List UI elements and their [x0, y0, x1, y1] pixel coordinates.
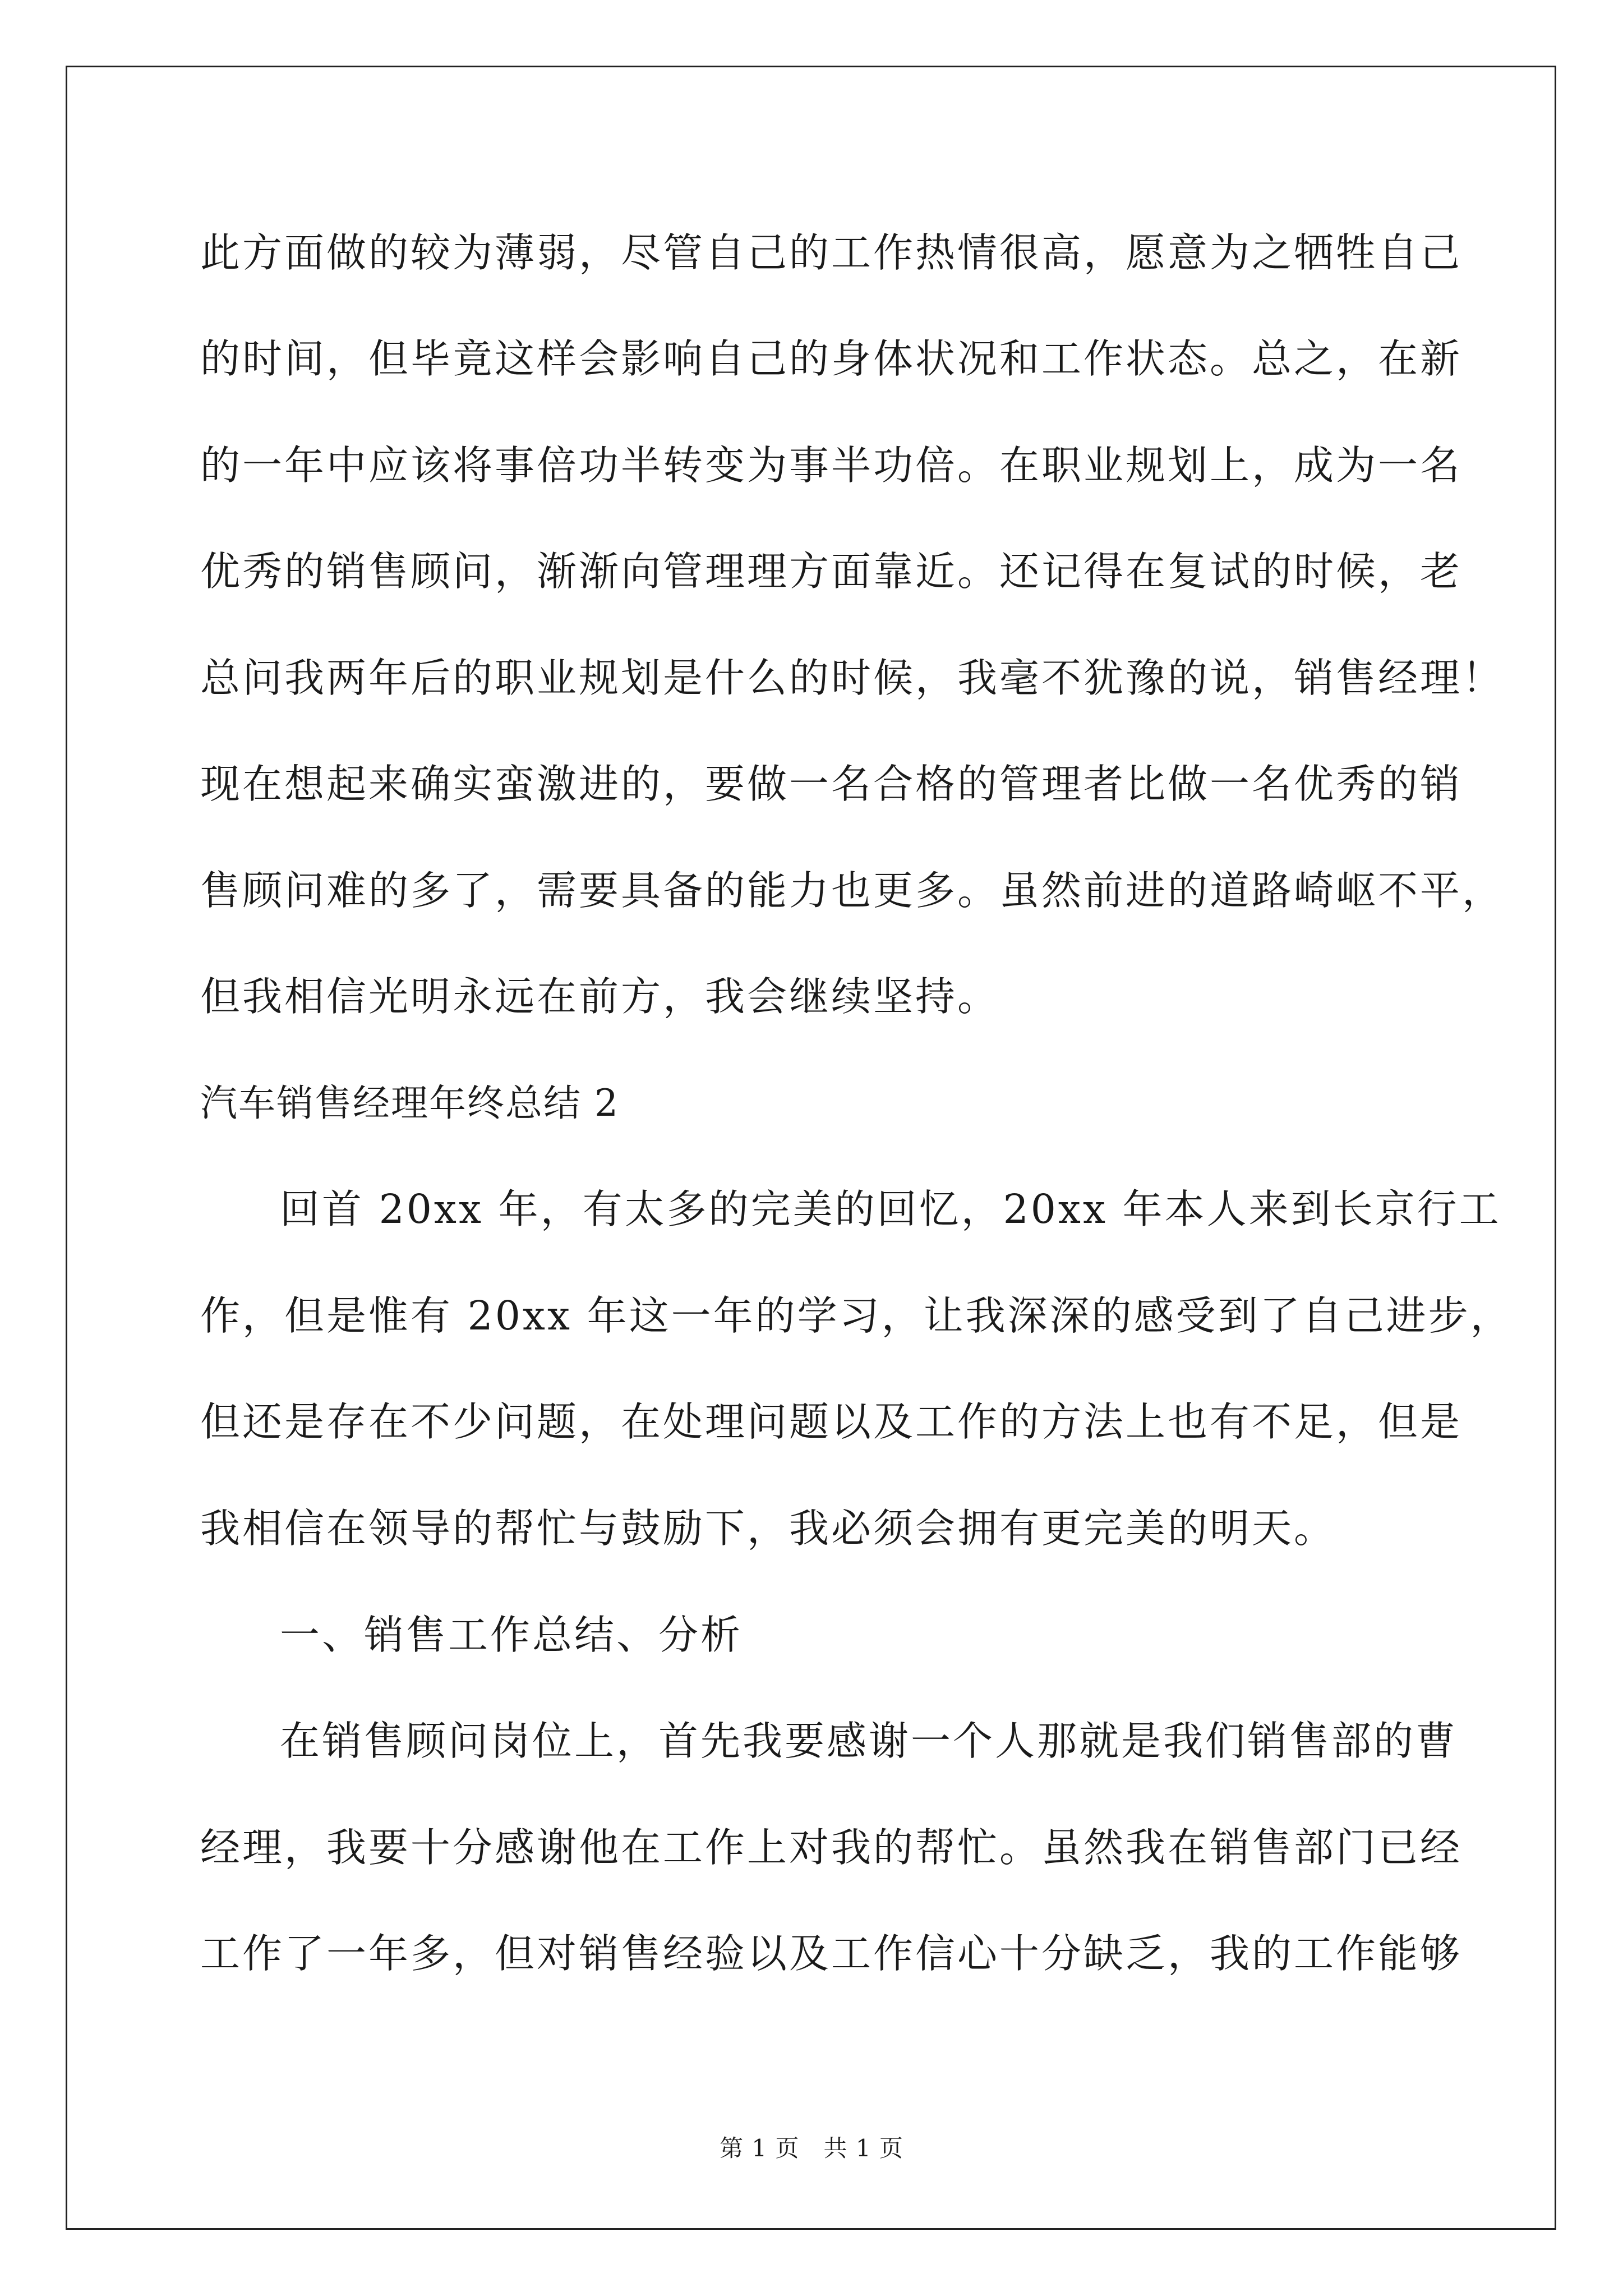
text-line: 在销售顾问岗位上，首先我要感谢一个人那就是我们销售部的曹 [280, 1718, 1458, 1764]
text-line: 但我相信光明永远在前方，我会继续坚持。 [200, 973, 1000, 1020]
text-line: 总问我两年后的职业规划是什么的时候，我毫不犹豫的说，销售经理！ [200, 655, 1505, 701]
text-line: 作，但是惟有 20xx 年这一年的学习，让我深深的感受到了自己进步， [200, 1292, 1513, 1339]
text-line: 但还是存在不少问题，在处理问题以及工作的方法上也有不足，但是 [200, 1398, 1463, 1445]
text-line: 的时间，但毕竟这样会影响自己的身体状况和工作状态。总之，在新 [200, 335, 1463, 382]
text-line: 经理，我要十分感谢他在工作上对我的帮忙。虽然我在销售部门已经 [200, 1824, 1463, 1871]
section-title: 汽车销售经理年终总结 2 [200, 1082, 619, 1125]
page-number-footer: 第 1 页 共 1 页 [720, 2134, 903, 2162]
text-line: 现在想起来确实蛮激进的，要做一名合格的管理者比做一名优秀的销 [200, 761, 1463, 807]
text-line: 工作了一年多，但对销售经验以及工作信心十分缺乏，我的工作能够 [200, 1930, 1463, 1977]
text-line: 售顾问难的多了，需要具备的能力也更多。虽然前进的道路崎岖不平， [200, 867, 1505, 914]
text-line: 的一年中应该将事倍功半转变为事半功倍。在职业规划上，成为一名 [200, 442, 1463, 489]
text-line: 此方面做的较为薄弱，尽管自己的工作热情很高，愿意为之牺牲自己 [200, 229, 1463, 276]
text-line: 优秀的销售顾问，渐渐向管理理方面靠近。还记得在复试的时候，老 [200, 548, 1463, 595]
text-line: 我相信在领导的帮忙与鼓励下，我必须会拥有更完美的明天。 [200, 1505, 1336, 1552]
page-frame [66, 66, 1556, 2230]
subheading: 一、销售工作总结、分析 [280, 1612, 743, 1658]
text-line: 回首 20xx 年，有太多的完美的回忆，20xx 年本人来到长京行工 [280, 1186, 1501, 1232]
